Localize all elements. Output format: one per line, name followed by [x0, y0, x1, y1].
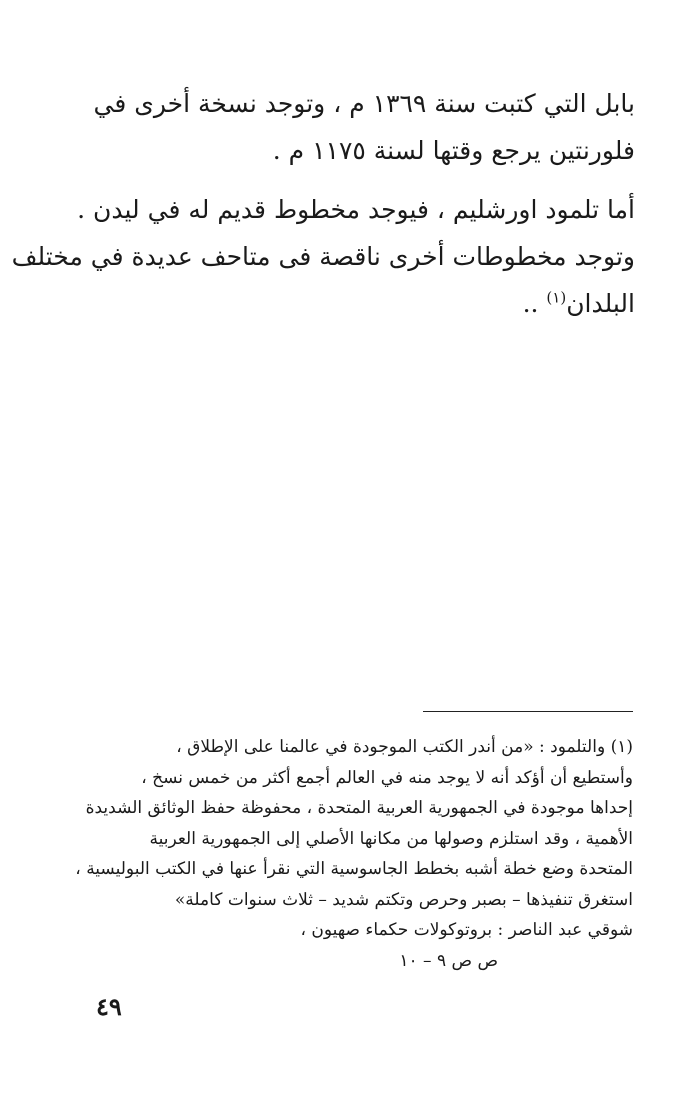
footnote-line: استغرق تنفيذها – بصبر وحرص وتكتم شديد – ثلاث سنوات كاملة»	[174, 889, 633, 910]
text-line-ending: ..	[522, 289, 547, 318]
footnote	[75, 732, 633, 976]
text-line: فلورنتين يرجع وقتها لسنة ١١٧٥ م .	[272, 136, 635, 165]
text-line: وتوجد مخطوطات أخرى ناقصة فى متاحف عديدة في مختلف	[11, 242, 635, 271]
footnote-pages: ص ص ٩ – ١٠	[399, 950, 498, 971]
footnote-line: إحداها موجودة في الجمهورية العربية المتحدة ، محفوظة حفظ الوثائق الشديدة	[85, 798, 633, 818]
footnote-line: (١) والتلمود : «من أندر الكتب الموجودة في عالمنا على الإطلاق ،	[176, 737, 633, 757]
footnote-line: وأستطيع أن أؤكد أنه لا يوجد منه في العالم أجمع أكثر من خمس نسخ ،	[141, 767, 633, 788]
text-line: البلدان	[566, 289, 635, 318]
text-line: أما تلمود اورشليم ، فيوجد مخطوط قديم له في ليدن .	[77, 195, 635, 224]
text-line: بابل التي كتبت سنة ١٣٦٩ م ، وتوجد نسخة أخرى في	[93, 89, 635, 118]
page-number: ٤٩	[96, 992, 122, 1021]
footnote-line: الأهمية ، وقد استلزم وصولها من مكانها الأصلي إلى الجمهورية العربية	[149, 828, 633, 849]
footnote-citation: شوقي عبد الناصر : بروتوكولات حكماء صهيون ،	[300, 920, 633, 940]
main-text	[11, 80, 635, 339]
footnote-line: المتحدة وضع خطة أشبه بخطط الجاسوسية التي نقرأ عنها في الكتب البوليسية ،	[75, 859, 633, 879]
text-line-last	[95, 280, 635, 327]
paragraph-2	[11, 186, 635, 327]
paragraph-1	[95, 80, 635, 174]
footnote-reference: (١)	[546, 288, 567, 307]
footnote-divider	[423, 711, 633, 712]
